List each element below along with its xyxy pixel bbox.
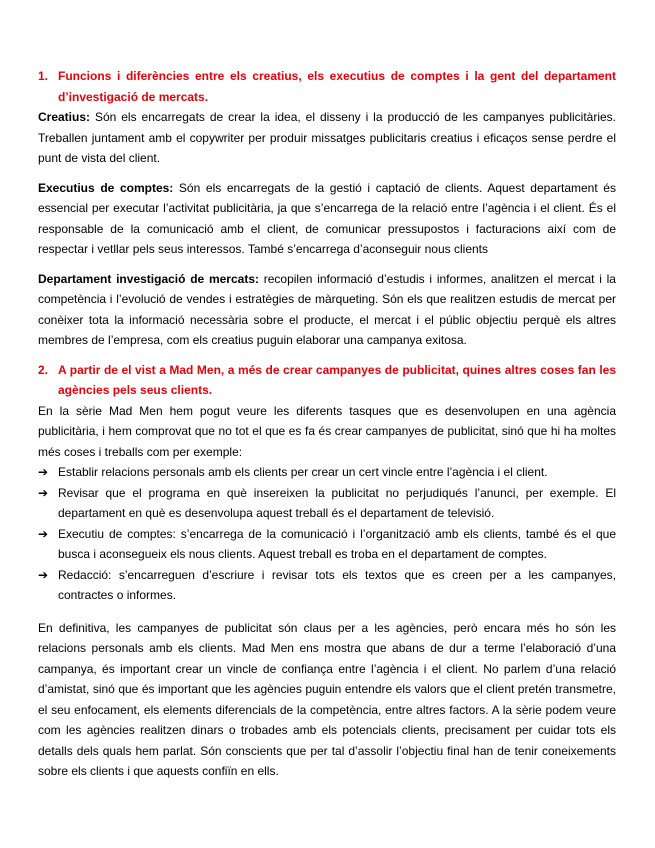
executius-text: Són els encarregats de la gestió i captació de clients. Aquest departament és essencial per executar l’activitat publicitària, ja que s’encarrega de la relació entre l’agència i el client. És el responsable de la comunicació amb el client, de comunicar pressupostos i facturacions així com de respectar i vetllar pels seus interessos. També s’encarrega d’aconseguir nous clients [38,180,616,256]
arrow-icon: ➔ [38,526,49,541]
executius-paragraph [38,178,616,260]
question-2-text: A partir de el vist a Mad Men, a més de crear campanyes de publicitat, quines altres coses fan les agències pels seus clients. [58,362,616,397]
arrow-icon: ➔ [38,465,49,479]
question-1-heading [38,66,616,107]
question-1-number: 1. [38,69,49,83]
document-page [38,66,616,782]
creatius-text: Són els encarregats de crear la idea, el disseny i la producció de les campanyes publicitàries. Treballen juntament amb el copywriter per produir missatges publicitaris creatius i eficaços sense perdre el punt de vista del client. [38,110,616,165]
tasks-list [38,462,616,606]
list-item-text: Revisar que el programa en què insereixen la publicitat no perjudiqués l’anunci, per exemple. El departament en què es desenvolupa aquest treball és el departament de televisió. [58,485,616,520]
executius-term: Executius de comptes: [38,180,174,195]
list-item [38,524,616,565]
question-2-number: 2. [38,362,49,377]
list-item [38,565,616,606]
investigacio-term: Departament investigació de mercats: [38,271,259,286]
arrow-icon: ➔ [38,485,49,500]
list-item [38,462,616,483]
list-item-text: Redacció: s’encarreguen d’escriure i revisar tots els textos que es creen per a les campanyes, contractes o informes. [58,567,616,602]
arrow-icon: ➔ [38,567,49,582]
conclusion-paragraph: En definitiva, les campanyes de publicitat són claus per a les agències, però encara més ho són les relacions personals amb els clients. Mad Men ens mostra que abans de dur a terme l’elaboració d’una campanya, és important crear un vincle de confiança entre l’agència i el client. No parlem d’una relació d’amistat, sinó que és important que les agències puguin entendre els valors que el client pretén transmetre, el seu enfocament, els elements diferencials de la competència, entre altres factors. A la sèrie podem veure com les agències realitzen dinars o trobades amb els potencials clients, precisament per cuidar tots els detalls dels quals hem parlat. Són conscients que per tal d’assolir l’objectiu final han de tenir coneixements sobre els clients i que aquests confiïn en ells. [38,620,616,778]
creatius-paragraph [38,107,616,169]
creatius-term: Creatius: [38,110,91,124]
list-item [38,483,616,524]
question-1-text: Funcions i diferències entre els creatius, els executius de comptes i la gent del departament d’investigació de mercats. [58,69,616,104]
investigacio-text: recopilen informació d’estudis i informes, analitzen el mercat i la competència i l’evolució de vendes i estratègies de màrqueting. Són els que realitzen estudis de mercat per conèixer tota la informació necessària sobre el producte, el mercat i el públic objectiu perquè els altres membres de l’empresa, com els creatius puguin elaborar una campanya exitosa. [38,271,616,347]
question-2-heading [38,360,616,401]
list-item-text: Executiu de comptes: s’encarrega de la comunicació i l’organització amb els clients, també és el que busca i aconsegueix els nous clients. Aquest treball es troba en el departament de comptes. [58,526,616,561]
investigacio-paragraph [38,269,616,351]
intro-paragraph: En la sèrie Mad Men hem pogut veure les diferents tasques que es desenvolupen en una agència publicitària, i hem comprovat que no tot el que es fa és crear campanyes de publicitat, sinó que hi ha moltes més coses i treballs com per exemple: [38,403,616,459]
list-item-text: Establir relacions personals amb els clients per crear un cert vincle entre l’agència i el client. [58,465,548,479]
